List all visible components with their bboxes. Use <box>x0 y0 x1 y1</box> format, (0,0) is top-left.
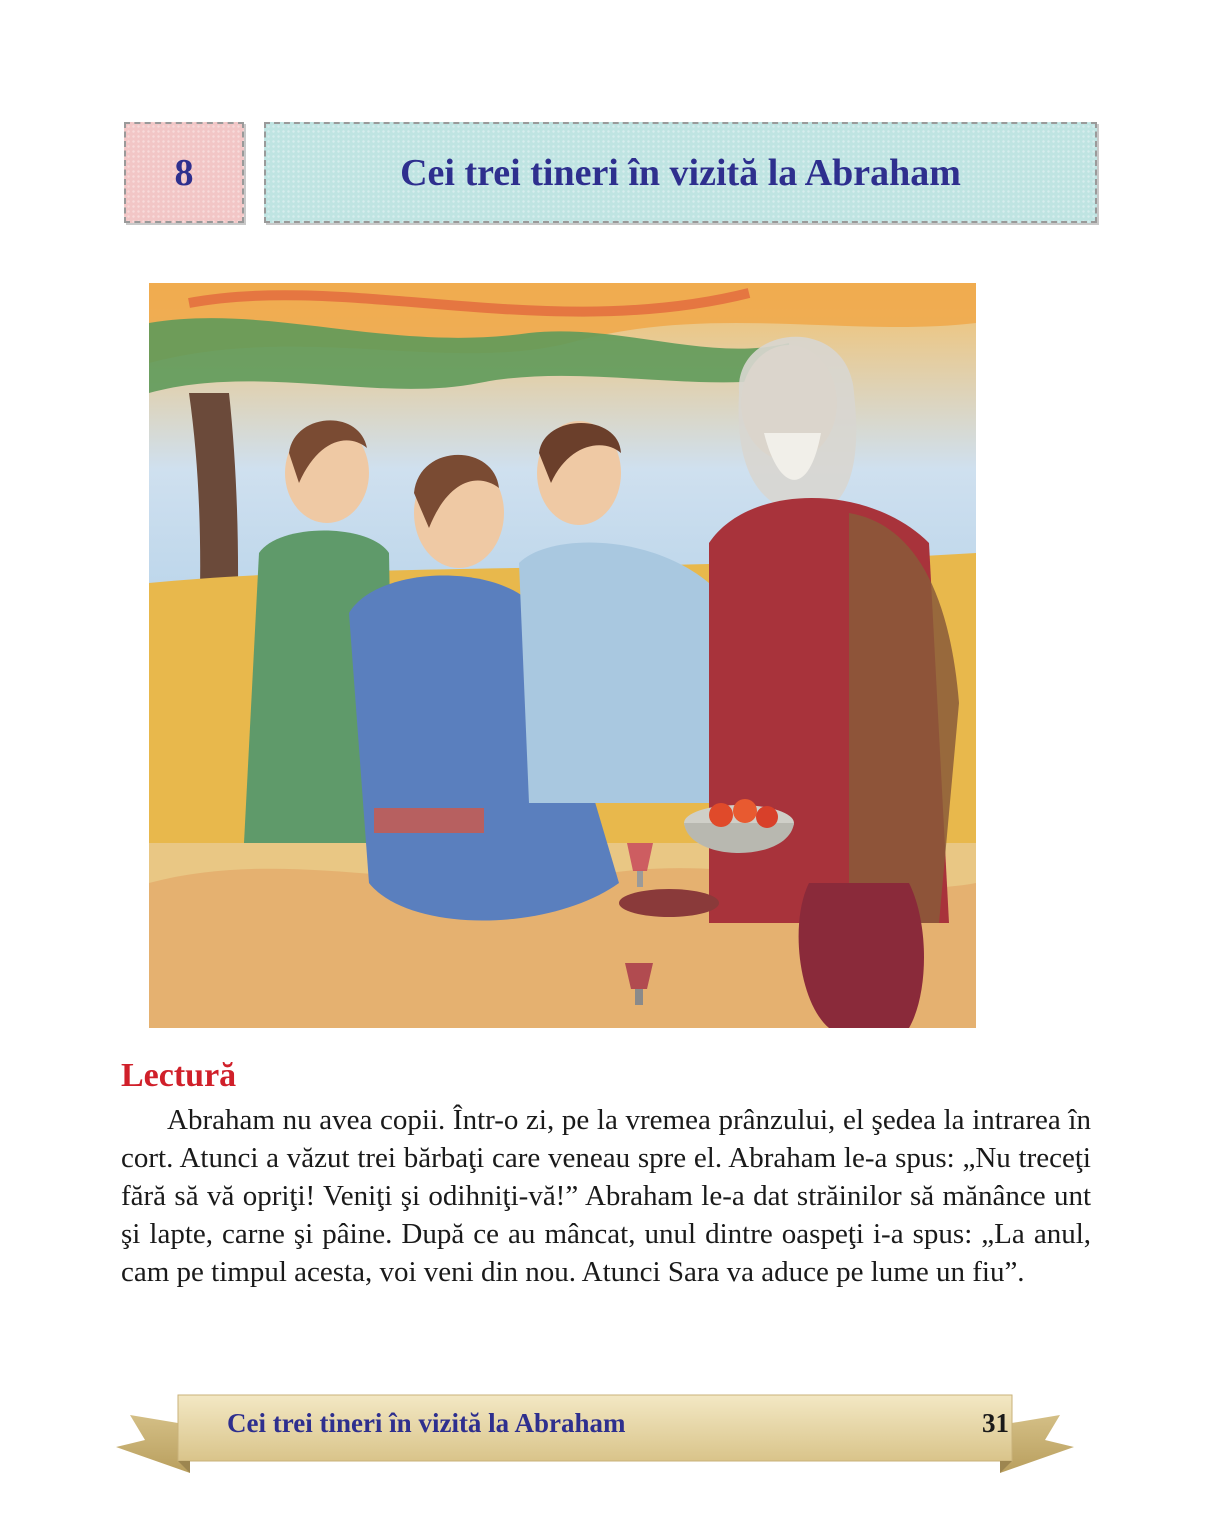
lesson-number: 8 <box>174 151 194 194</box>
reading-paragraph: Abraham nu avea copii. Într-o zi, pe la vremea prânzului, el şedea la intrarea în cort. Atunci a văzut trei bărbaţi care veneau spre el. Abraham le-a spus: „Nu treceţi fără să vă opriţi! Veniţi şi odihniţi-vă!” Abraham le-a dat străinilor să mănânce unt şi lapte, carne şi pâine. După ce au mâncat, unul dintre oaspeţi i-a spus: „La anul, cam pe timpul acesta, voi veni din nou. Atunci Sara va aduce pe lume un fiu”. <box>121 1104 1091 1288</box>
footer-running-title: Cei trei tineri în vizită la Abraham <box>227 1408 626 1438</box>
reading-heading: Lectură <box>121 1057 237 1094</box>
page-number: 31 <box>982 1408 1009 1438</box>
painting-abraham-three-visitors-icon <box>149 283 976 1028</box>
footer-ribbon <box>110 1385 1080 1505</box>
lesson-number-box <box>124 122 244 223</box>
lesson-title-box <box>264 122 1097 223</box>
lesson-title: Cei trei tineri în vizită la Abraham <box>400 151 961 194</box>
ribbon-banner-icon <box>110 1385 1080 1505</box>
